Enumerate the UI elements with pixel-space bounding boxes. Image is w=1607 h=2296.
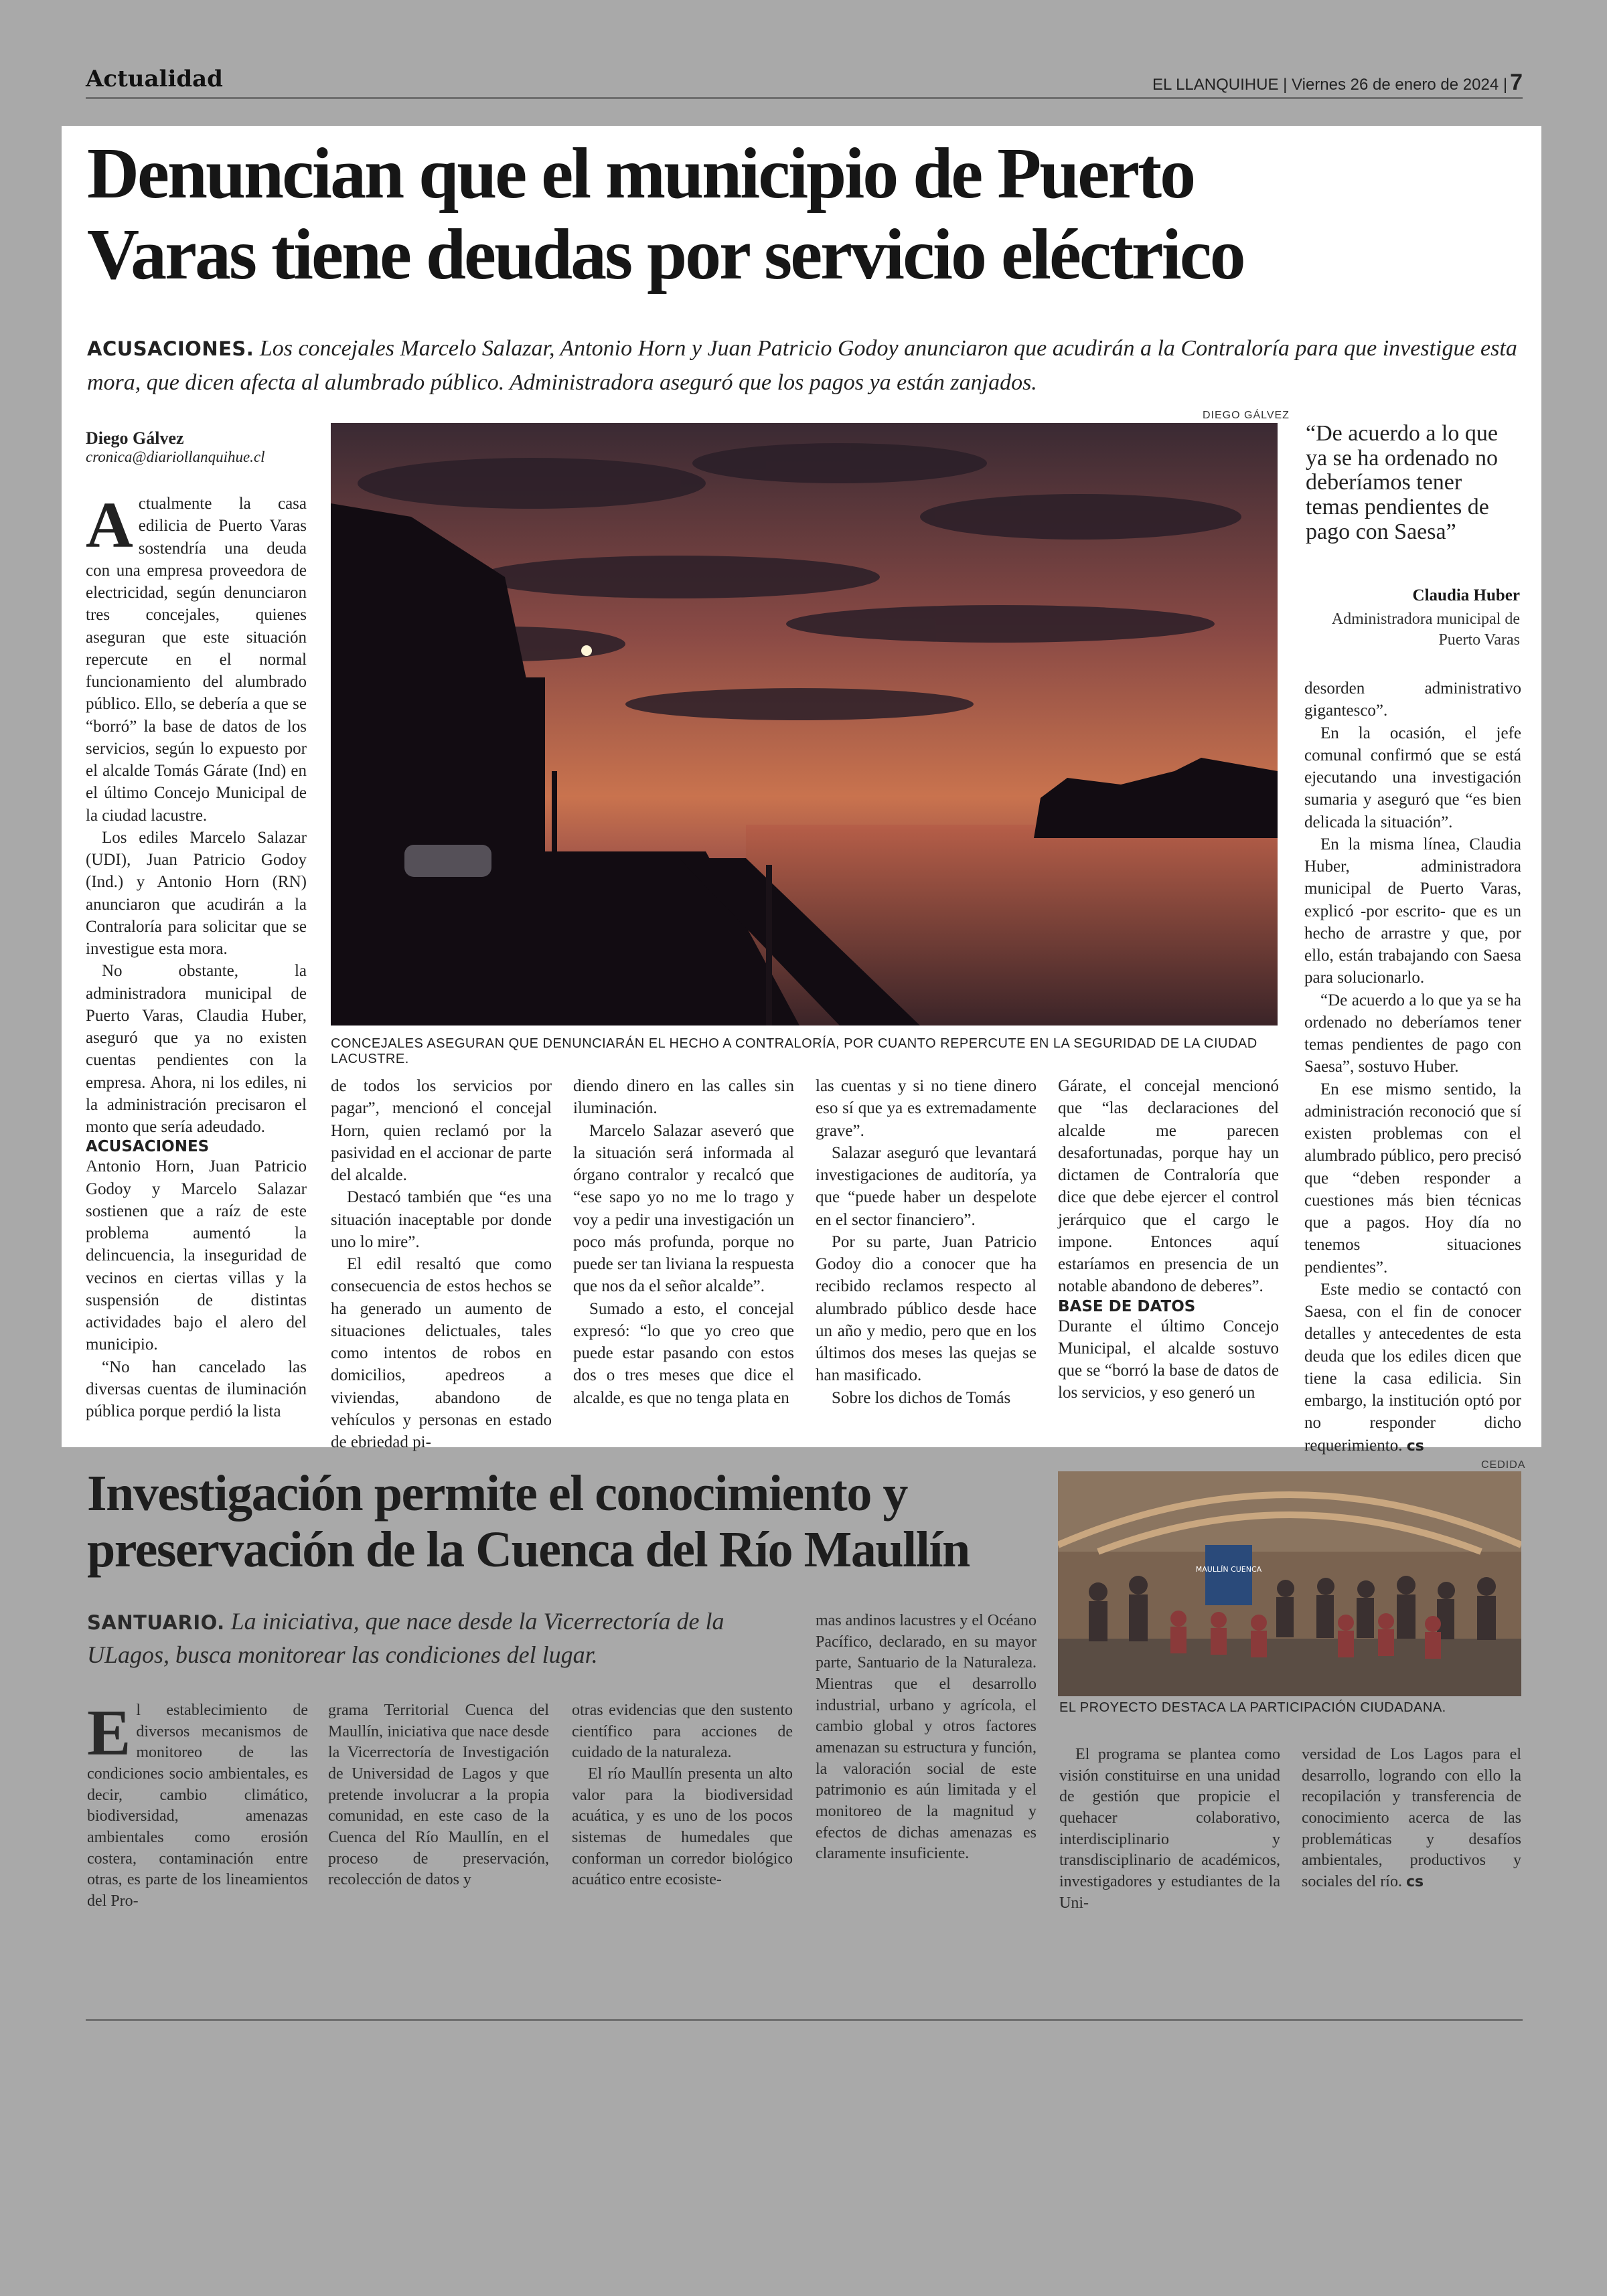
- article1-column-1: [86, 428, 307, 1422]
- paragraph: desorden administrativo gigantesco”.: [1304, 679, 1521, 720]
- paragraph: Salazar aseguró que levantará investigaciones de auditoría, ya que “puede haber un despelote en el sector financiero”.: [816, 1143, 1037, 1229]
- pull-quote-name: Claudia Huber: [1412, 586, 1520, 604]
- paragraph: En la misma línea, Claudia Huber, administradora municipal de Puerto Varas, explicó -por escrito- que es un hecho de arrastre y que, por ello, están trabajando con Saesa para solucionarlo.: [1304, 835, 1521, 987]
- publication-date: EL LLANQUIHUE | Viernes 26 de enero de 2024 |: [1152, 76, 1508, 94]
- article1-kicker: ACUSACIONES.: [87, 337, 254, 360]
- paragraph: Antonio Horn, Juan Patricio Godoy y Marcelo Salazar sostienen que a raíz de este problema aumentó la delincuencia, la inseguridad de vecinos en ciertas villas y la suspensión de distintas actividades bajo el alero del municipio.: [86, 1157, 307, 1354]
- paragraph: “No han cancelado las diversas cuentas de iluminación pública porque perdió la lista: [86, 1358, 307, 1420]
- paragraph: Destacó también que “es una situación inaceptable por donde uno lo mire”.: [331, 1188, 552, 1251]
- article2-deck-text: La iniciativa, que nace desde la Vicerrectoría de la ULagos, busca monitorear las condiciones del lugar.: [87, 1608, 724, 1668]
- article1-photo-credit: DIEGO GÁLVEZ: [1203, 410, 1290, 421]
- article1-column-6: [1304, 677, 1521, 1457]
- article2-column-1: [87, 1697, 308, 1912]
- paragraph: Gárate, el concejal mencionó que “las declaraciones del alcalde me parecen desafortunadas, porque hay un dictamen de Contraloría que dice que debe ejercer el control jerárquico que el cargo le impone. Entonces aquí estaríamos en presencia de un notable abandono de deberes”.: [1058, 1077, 1279, 1296]
- paragraph: Durante el último Concejo Municipal, el alcalde sostuvo que se “borró la base de datos de los servicios, y eso generó un: [1058, 1317, 1279, 1402]
- paragraph: mas andinos lacustres y el Océano Pacífico, declarado, en su mayor parte, Santuario de la Naturaleza. Mientras que el desarrollo industrial, urbano y agrícola, el cambio global y otros factores amenazan su estructura y función, la valoración social de este patrimonio es aún limitada y el monitoreo de la magnitud y efectos de dichas amenazas es claramente insuficiente.: [816, 1612, 1037, 1863]
- header-rule: [86, 97, 1523, 99]
- paragraph: El río Maullín presenta un alto valor para la biodiversidad acuática, y es uno de los pocos sistemas de humedales que conforman un corredor biológico acuático entre ecosiste-: [572, 1765, 793, 1889]
- end-mark-icon: cs: [1406, 1437, 1424, 1455]
- paragraph: [86, 489, 307, 827]
- paragraph: [1304, 1279, 1521, 1457]
- paragraph: El edil resaltó que como consecuencia de estos hechos se ha generado un aumento de situaciones delictuales, tales como intentos de robos en domicilios, apedreos a viviendas, abandono de vehículos y personas en estado de ebriedad pi-: [331, 1255, 552, 1451]
- article2-photo-caption: EL PROYECTO DESTACA LA PARTICIPACIÓN CIUDADANA.: [1059, 1700, 1446, 1715]
- article1-column-3: [573, 1075, 794, 1409]
- pull-quote: “De acuerdo a lo que ya se ha ordenado no deberíamos tener temas pendientes de pago con Saesa”: [1306, 421, 1499, 544]
- article2-column-2: [328, 1700, 549, 1891]
- paragraph: Los ediles Marcelo Salazar (UDI), Juan Patricio Godoy (Ind.) y Antonio Horn (RN) anunciaron que acudirán a la Contraloría para solicitar que se investigue esta mora.: [86, 828, 307, 958]
- footer-rule: [86, 2019, 1523, 2021]
- paragraph: grama Territorial Cuenca del Maullín, iniciativa que nace desde la Vicerrectoría de Investigación de Universidad de Lagos y que pretende involucrar a la propia comunidad, en este caso de la Cuenca del Río Maullín, en el proceso de preservación, recolección de datos y: [328, 1702, 549, 1889]
- article2-column-6: [1302, 1744, 1521, 1893]
- section-label: Actualidad: [86, 66, 223, 92]
- subheading: BASE DE DATOS: [1058, 1297, 1196, 1315]
- article2-column-5: [1059, 1744, 1280, 1914]
- paragraph-text: versidad de Los Lagos para el desarrollo, logrando con ello la recopilación y transferencia de conocimiento acerca de las problemáticas y desafíos ambientales, productivos y sociales del río.: [1302, 1746, 1521, 1891]
- article1-headline: [87, 134, 1527, 296]
- paragraph: Sumado a esto, el concejal expresó: “lo que yo creo que puede estar pasando con estos dos o tres meses que dice el alcalde, es que no tenga plata en: [573, 1299, 794, 1407]
- author-email: cronica@diariollanquihue.cl: [86, 448, 265, 465]
- photo-banner-text: MAULLÍN CUENCA: [1195, 1565, 1262, 1574]
- article1-deck-text: Los concejales Marcelo Salazar, Antonio Horn y Juan Patricio Godoy anunciaron que acudirán a la Contraloría para que investigue esta mora, que dicen afecta al alumbrado público. Administradora aseguró que los pagos ya están zanjados.: [87, 336, 1517, 395]
- article1-deck: [87, 331, 1527, 400]
- paragraph: Marcelo Salazar aseveró que la situación será informada al órgano contralor y recalcó que “ese sapo yo no me lo trago y voy a pedir una investigación un poco más profunda, porque no puede ser tan liviana la respuesta que nos da el señor alcalde”.: [573, 1121, 794, 1296]
- page-folio: [1152, 70, 1523, 96]
- drop-cap: E: [87, 1697, 131, 1769]
- article2-column-4: [816, 1611, 1037, 1865]
- article2-column-3: [572, 1700, 793, 1891]
- end-mark-icon: cs: [1405, 1874, 1424, 1891]
- paragraph: [87, 1697, 308, 1912]
- paragraph: las cuentas y si no tiene dinero eso sí que ya es extremadamente grave”.: [816, 1077, 1037, 1140]
- article2-headline-line1: Investigación permite el conocimiento y: [87, 1465, 907, 1522]
- subheading: ACUSACIONES: [86, 1138, 210, 1156]
- sunset-photo: [331, 423, 1278, 1026]
- page-number: 7: [1510, 70, 1523, 95]
- article2-photo-credit: CEDIDA: [1481, 1459, 1526, 1471]
- article2-kicker: SANTUARIO.: [87, 1611, 225, 1634]
- author-name: Diego Gálvez: [86, 428, 184, 448]
- paragraph: diendo dinero en las calles sin iluminación.: [573, 1077, 794, 1118]
- pull-quote-role: Administradora municipal de Puerto Varas: [1331, 610, 1520, 649]
- paragraph: El programa se plantea como visión constituirse en una unidad de gestión que propicie el quehacer colaborativo, interdisciplinario y transdisciplinario de académicos, investigadores y estudiantes de la Uni-: [1059, 1746, 1280, 1912]
- article1-column-4: [816, 1075, 1037, 1409]
- paragraph-text: l establecimiento de diversos mecanismos de monitoreo de las condiciones socio ambientales, es decir, cambio climático, biodiversidad, amenazas ambientales como erosión costera, contaminación entre otras, es parte de los lineamientos del Pro-: [87, 1702, 308, 1910]
- paragraph: En ese mismo sentido, la administración reconoció que sí existen problemas con el alumbrado público, pero precisó que “deben responder a cuestiones más bien técnicas que a pagos. Hoy día no tenemos situaciones pendientes”.: [1304, 1080, 1521, 1277]
- paragraph: de todos los servicios por pagar”, mencionó el concejal Horn, quien reclamó por la pasividad en el accionar de parte del alcalde.: [331, 1077, 552, 1184]
- article1-headline-line1: Denuncian que el municipio de Puerto: [87, 134, 1195, 214]
- article2-headline-line2: preservación de la Cuenca del Río Maullín: [87, 1521, 970, 1578]
- paragraph: Sobre los dichos de Tomás: [832, 1388, 1011, 1407]
- paragraph-text: ctualmente la casa edilicia de Puerto Varas sostendría una deuda con una empresa proveedora de electricidad, según denunciaron tres concejales, quienes aseguran que este situación repercute en el normal funcionamiento del alumbrado público. Ello, se debería a que se “borró” la base de datos de los servicios, según lo expuesto por el alcalde Tomás Gárate (Ind) en el último Concejo Municipal de la ciudad lacustre.: [86, 495, 307, 825]
- group-photo: [1058, 1471, 1521, 1696]
- paragraph: En la ocasión, el jefe comunal confirmó que se está ejecutando una investigación sumaria y aseguró que “es bien delicada la situación”.: [1304, 724, 1521, 831]
- drop-cap: A: [86, 489, 133, 562]
- paragraph: Por su parte, Juan Patricio Godoy dio a conocer que ha recibido reclamos respecto al alumbrado público desde hace un año y medio, pero que en los últimos dos meses las quejas se han masificado.: [816, 1232, 1037, 1385]
- paragraph: [1302, 1744, 1521, 1893]
- article2-headline: [87, 1466, 1051, 1578]
- paragraph: “De acuerdo a lo que ya se ha ordenado no deberíamos tener temas pendientes de pago con Saesa”, sostuvo Huber.: [1304, 991, 1521, 1076]
- article1-headline-line2: Varas tiene deudas por servicio eléctrico: [87, 214, 1244, 295]
- paragraph: No obstante, la administradora municipal de Puerto Varas, Claudia Huber, aseguró que ya no existen cuentas pendientes con la empresa. Ahora, ni los ediles, ni la administración precisaron el monto que sería adeudado.: [86, 962, 307, 1136]
- article1-column-2: [331, 1075, 552, 1453]
- paragraph-text: Este medio se contactó con Saesa, con el fin de conocer detalles y antecedentes de esta deuda que los ediles dicen que tiene la casa edilicia. Sin embargo, la institución optó por no responder dicho requerimiento.: [1304, 1280, 1521, 1455]
- article2-deck: [87, 1605, 790, 1671]
- paragraph: otras evidencias que den sustento científico para acciones de cuidado de la naturaleza.: [572, 1702, 793, 1762]
- article1-photo-caption: CONCEJALES ASEGURAN QUE DENUNCIARÁN EL HECHO A CONTRALORÍA, POR CUANTO REPERCUTE EN LA SEGURIDAD DE LA CIUDAD LACUSTRE.: [331, 1036, 1257, 1066]
- article1-column-5: [1058, 1075, 1279, 1404]
